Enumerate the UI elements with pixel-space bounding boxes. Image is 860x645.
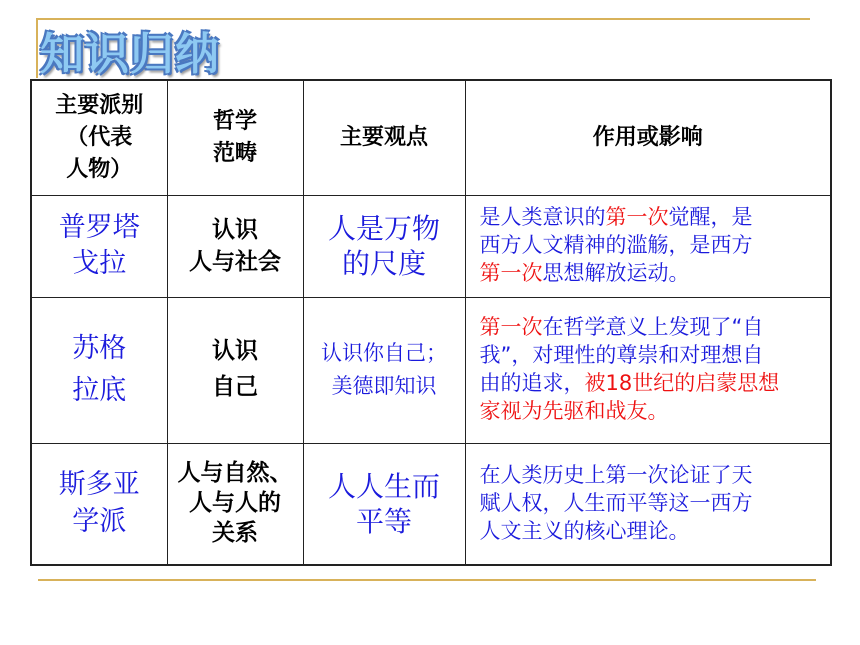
header-school: 主要派别 （代表 人物） xyxy=(31,80,167,195)
header-category: 哲学 范畴 xyxy=(167,80,303,195)
effect-cell: 是人类意识的第一次觉醒，是 西方人文精神的滥觞，是西方 第一次思想解放运动。 xyxy=(465,195,831,297)
effect-cell: 第一次在哲学意义上发现了“自 我”，对理性的尊崇和对理想自 由的追求，被18世纪的启蒙思想 家视为先驱和战友。 xyxy=(465,297,831,443)
knowledge-table xyxy=(30,79,832,566)
table-row xyxy=(31,443,831,565)
bottom-gold-line xyxy=(38,579,816,581)
school-cell: 斯多亚 学派 xyxy=(31,443,167,565)
table-header-row xyxy=(31,80,831,195)
view-cell: 认识你自己； 美德即知识 xyxy=(303,297,465,443)
category-cell: 认识 人与社会 xyxy=(167,195,303,297)
left-gold-line xyxy=(36,18,38,78)
header-view: 主要观点 xyxy=(303,80,465,195)
school-cell: 普罗塔 戈拉 xyxy=(31,195,167,297)
view-cell: 人人生而 平等 xyxy=(303,443,465,565)
table-row xyxy=(31,195,831,297)
view-cell: 人是万物 的尺度 xyxy=(303,195,465,297)
effect-cell: 在人类历史上第一次论证了天 赋人权，人生而平等这一西方 人文主义的核心理论。 xyxy=(465,443,831,565)
school-cell: 苏格 拉底 xyxy=(31,297,167,443)
table-row xyxy=(31,297,831,443)
header-effect: 作用或影响 xyxy=(465,80,831,195)
category-cell: 认识 自己 xyxy=(167,297,303,443)
category-cell: 人与自然、 人与人的 关系 xyxy=(167,443,303,565)
page-title: 知识归纳 xyxy=(40,29,220,80)
